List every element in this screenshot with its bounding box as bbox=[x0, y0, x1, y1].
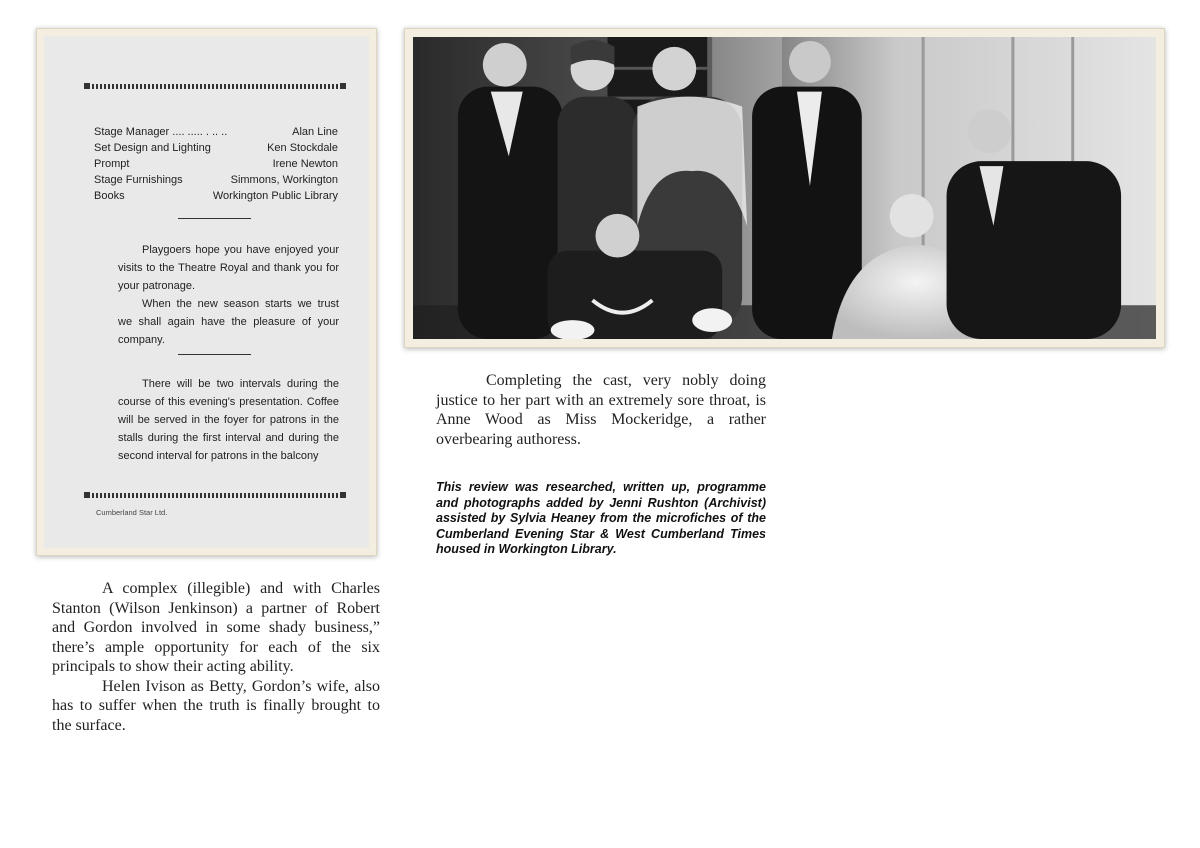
review-paragraph: Helen Ivison as Betty, Gordon’s wife, also has to suffer when the truth is finally brought to the surface. bbox=[52, 677, 380, 734]
intervals-block bbox=[118, 375, 339, 465]
separator-rule bbox=[178, 354, 251, 355]
credit-row: Set Design and Lighting Ken Stockdale bbox=[94, 142, 338, 154]
thanks-paragraph: Playgoers hope you have enjoyed your visits to the Theatre Royal and thank you for your patronage. bbox=[118, 244, 339, 292]
cast-photo-image bbox=[413, 37, 1156, 339]
research-credit-note: This review was researched, written up, programme and photographs added by Jenni Rushton (Archivist) assisted by Sylvia Heaney from the microfiches of the Cumberland Evening Star & West Cumberland Times housed in Workington Library. bbox=[436, 480, 766, 556]
intervals-paragraph: There will be two intervals during the course of this evening's presentation. Coffee will be served in the foyer for patrons in the stalls during the first interval and during the second interval for patrons in the balcony bbox=[118, 378, 339, 462]
credit-row: Stage Manager .... ..... . .. .. Alan Line bbox=[94, 126, 338, 138]
credit-row: Stage Furnishings Simmons, Workington bbox=[94, 174, 338, 186]
review-text-left bbox=[52, 579, 380, 735]
top-ornament-rule bbox=[92, 84, 338, 89]
credit-row: Books Workington Public Library bbox=[94, 190, 338, 202]
bottom-ornament-rule bbox=[92, 493, 338, 498]
thanks-block bbox=[118, 241, 339, 349]
separator-rule bbox=[178, 218, 251, 219]
cast-photograph bbox=[404, 28, 1165, 348]
credit-row: Prompt Irene Newton bbox=[94, 158, 338, 170]
new-season-paragraph: When the new season starts we trust we shall again have the pleasure of your company. bbox=[118, 298, 339, 346]
review-paragraph: Completing the cast, very nobly doing justice to her part with an extremely sore throat, is Anne Wood as Miss Mockeridge, a rather overbearing authoress. bbox=[436, 372, 766, 448]
programme-card bbox=[36, 28, 377, 556]
review-text-right bbox=[436, 371, 766, 449]
printer-imprint: Cumberland Star Ltd. bbox=[96, 508, 168, 517]
programme-page bbox=[44, 36, 369, 548]
review-paragraph: A complex (illegible) and with Charles Stanton (Wilson Jenkinson) a partner of Robert and Gordon involved in some shady business,” there’s ample opportunity for each of the six principals to show their acting ability. bbox=[52, 580, 380, 675]
production-credits bbox=[94, 124, 338, 204]
